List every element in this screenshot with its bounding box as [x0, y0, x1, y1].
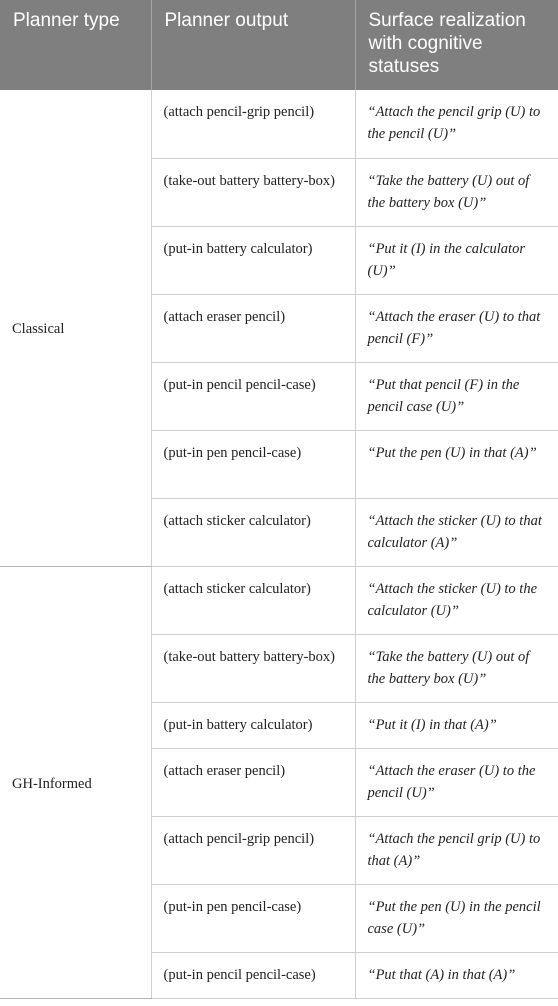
group-label-classical: Classical [0, 90, 151, 566]
planner-output-cell: (attach pencil-grip pencil) [151, 90, 355, 158]
planner-output-cell: (attach sticker calculator) [151, 498, 355, 566]
surface-cell: “Attach the eraser (U) to that pencil (F)” [355, 294, 558, 362]
header-surface-realization: Surface realization with cognitive statuses [355, 0, 558, 90]
planner-output-cell: (put-in battery calculator) [151, 226, 355, 294]
planner-output-cell: (put-in pen pencil-case) [151, 884, 355, 952]
planner-output-cell: (put-in pencil pencil-case) [151, 362, 355, 430]
planner-output-cell: (attach eraser pencil) [151, 294, 355, 362]
surface-cell: “Attach the sticker (U) to the calculator (U)” [355, 566, 558, 634]
planner-output-cell: (take-out battery battery-box) [151, 158, 355, 226]
planner-output-cell: (take-out battery battery-box) [151, 634, 355, 702]
surface-cell: “Attach the pencil grip (U) to that (A)” [355, 816, 558, 884]
table-row [0, 90, 558, 158]
table-header [0, 0, 558, 90]
table-body [0, 90, 558, 998]
surface-cell: “Put the pen (U) in the pencil case (U)” [355, 884, 558, 952]
surface-cell: “Put that (A) in that (A)” [355, 952, 558, 998]
table-row [0, 566, 558, 634]
planner-output-cell: (attach eraser pencil) [151, 748, 355, 816]
surface-cell: “Put the pen (U) in that (A)” [355, 430, 558, 498]
planner-output-cell: (put-in pen pencil-case) [151, 430, 355, 498]
planner-output-cell: (put-in battery calculator) [151, 702, 355, 748]
surface-cell: “Attach the sticker (U) to that calculator (A)” [355, 498, 558, 566]
surface-cell: “Attach the eraser (U) to the pencil (U)” [355, 748, 558, 816]
planner-output-cell: (put-in pencil pencil-case) [151, 952, 355, 998]
header-row [0, 0, 558, 90]
surface-cell: “Put that pencil (F) in the pencil case (U)” [355, 362, 558, 430]
header-planner-output: Planner output [151, 0, 355, 90]
surface-cell: “Take the battery (U) out of the battery box (U)” [355, 158, 558, 226]
planner-output-cell: (attach sticker calculator) [151, 566, 355, 634]
surface-cell: “Put it (I) in the calculator (U)” [355, 226, 558, 294]
surface-cell: “Attach the pencil grip (U) to the pencil (U)” [355, 90, 558, 158]
header-planner-type: Planner type [0, 0, 151, 90]
surface-cell: “Put it (I) in that (A)” [355, 702, 558, 748]
planner-output-cell: (attach pencil-grip pencil) [151, 816, 355, 884]
surface-cell: “Take the battery (U) out of the battery box (U)” [355, 634, 558, 702]
group-label-gh-informed: GH-Informed [0, 566, 151, 998]
